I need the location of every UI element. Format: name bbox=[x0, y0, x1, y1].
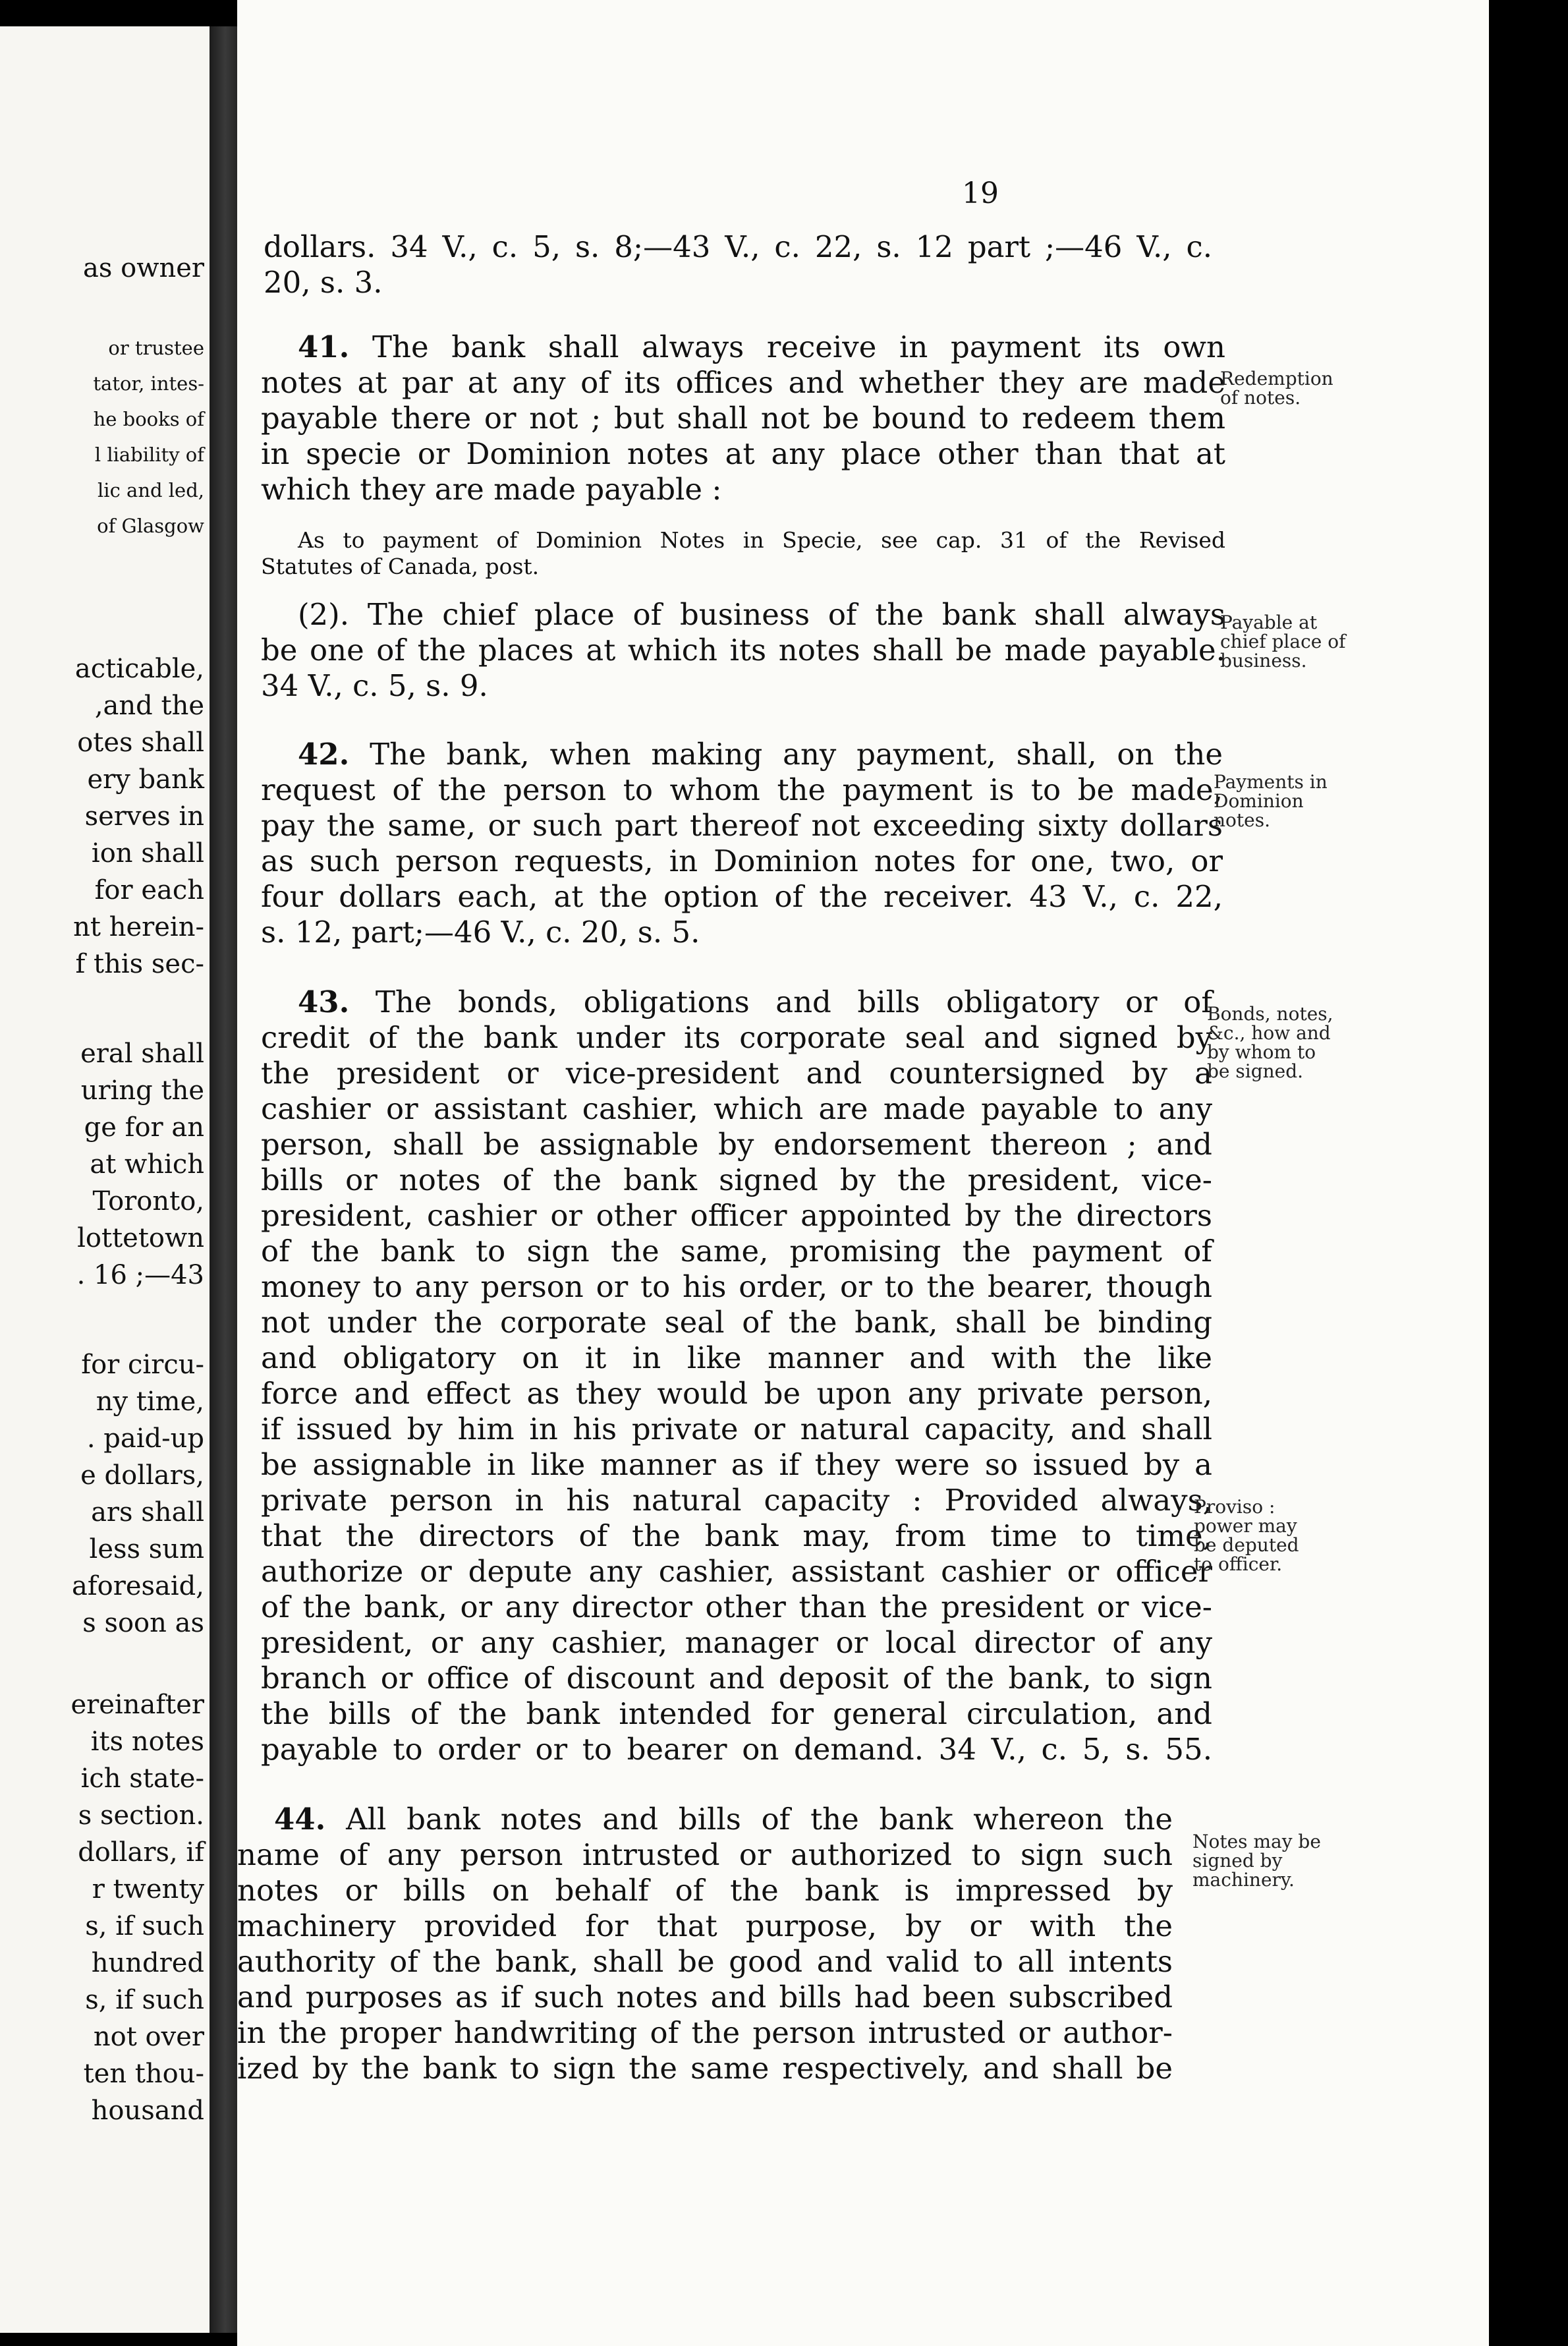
margin-note-line: Bonds, notes, bbox=[1207, 1003, 1333, 1025]
section-number: 41. bbox=[298, 329, 350, 364]
margin-note-line: notes. bbox=[1214, 809, 1270, 831]
text-line: dollars. 34 V., c. 5, s. 8;—43 V., c. 22, s. 12 part ;—46 V., c. bbox=[264, 229, 1212, 264]
note-line: Statutes of Canada, post. bbox=[261, 554, 540, 579]
margin-note-line: &c., how and bbox=[1207, 1022, 1331, 1044]
left-line: l liability of bbox=[94, 443, 204, 466]
left-line: as owner bbox=[83, 253, 204, 283]
text-line: request of the person to whom the payment is to be made, bbox=[261, 772, 1223, 807]
left-line: acticable, bbox=[74, 654, 204, 684]
margin-note-payments bbox=[1214, 772, 1328, 830]
text-line: president, or any cashier, manager or local director of any bbox=[261, 1625, 1212, 1660]
text-line: which they are made payable : bbox=[261, 472, 722, 507]
margin-note-line: Notes may be bbox=[1192, 1831, 1321, 1852]
text-line: as such person requests, in Dominion notes for one, two, or bbox=[261, 844, 1223, 878]
left-line: ge for an bbox=[84, 1112, 204, 1143]
text-line: machinery provided for that purpose, by or with the bbox=[237, 1908, 1173, 1943]
margin-note-line: machinery. bbox=[1192, 1869, 1295, 1891]
section-42 bbox=[261, 737, 1223, 950]
text-line: notes at par at any of its offices and whether they are made bbox=[261, 365, 1225, 400]
text-line: 20, s. 3. bbox=[264, 265, 383, 300]
left-line: ny time, bbox=[96, 1387, 204, 1417]
margin-note-line: power may bbox=[1194, 1515, 1297, 1537]
text-line: cashier or assistant cashier, which are made payable to any bbox=[261, 1091, 1212, 1126]
section-41 bbox=[261, 329, 1225, 507]
margin-note-machinery bbox=[1192, 1832, 1321, 1889]
margin-note-line: Payable at bbox=[1220, 612, 1318, 633]
left-line: f this sec- bbox=[75, 949, 204, 979]
text-line: s. 12, part;—46 V., c. 20, s. 5. bbox=[261, 915, 700, 950]
page-number: 19 bbox=[962, 177, 999, 210]
text-line: authorize or depute any cashier, assistant cashier or officer bbox=[261, 1554, 1212, 1589]
left-line: ery bank bbox=[87, 764, 204, 795]
section-number: 42. bbox=[298, 737, 350, 772]
margin-note-line: Redemption bbox=[1220, 368, 1333, 389]
left-line: Toronto, bbox=[92, 1186, 204, 1216]
text-span: All bank notes and bills of the bank whereon the bbox=[346, 1802, 1173, 1837]
text-line: and purposes as if such notes and bills had been subscribed bbox=[237, 1980, 1173, 2015]
left-line: for each bbox=[94, 875, 204, 905]
text-line: (2). The chief place of business of the bank shall always bbox=[298, 597, 1225, 632]
margin-note-line: chief place of bbox=[1220, 631, 1346, 652]
left-line: hundred bbox=[91, 1948, 204, 1978]
margin-note-line: by whom to bbox=[1207, 1041, 1316, 1063]
text-line: the bills of the bank intended for general circulation, and bbox=[261, 1696, 1212, 1731]
margin-note-line: signed by bbox=[1192, 1850, 1283, 1872]
left-line: serves in bbox=[84, 801, 204, 832]
left-line: r twenty bbox=[92, 1874, 204, 1904]
margin-note-line: Payments in bbox=[1214, 771, 1328, 793]
left-line: nt herein- bbox=[73, 912, 204, 942]
text-line bbox=[261, 329, 1225, 365]
scan-background-edge bbox=[1489, 0, 1568, 2346]
left-line: at which bbox=[90, 1149, 204, 1180]
text-line: ized by the bank to sign the same respectively, and shall be bbox=[237, 2051, 1173, 2086]
left-line: s, if such bbox=[85, 1911, 204, 1941]
text-line: authority of the bank, shall be good and valid to all intents bbox=[237, 1944, 1173, 1979]
left-line: s, if such bbox=[85, 1985, 204, 2015]
text-line: pay the same, or such part thereof not exceeding sixty dollars bbox=[261, 808, 1223, 843]
text-line: bills or notes of the bank signed by the president, vice- bbox=[261, 1162, 1212, 1197]
left-line: or trustee bbox=[108, 337, 204, 359]
left-line: eral shall bbox=[80, 1039, 204, 1069]
text-line: president, cashier or other officer appointed by the directors bbox=[261, 1198, 1212, 1233]
margin-note-line: be signed. bbox=[1207, 1060, 1304, 1082]
left-line: its notes bbox=[90, 1727, 204, 1757]
left-line: not over bbox=[93, 2022, 204, 2052]
text-line: if issued by him in his private or natural capacity, and shall bbox=[261, 1412, 1212, 1446]
section-44 bbox=[237, 1802, 1173, 2086]
text-line bbox=[237, 1802, 1173, 1837]
left-line: lic and led, bbox=[98, 479, 204, 501]
text-line: notes or bills on behalf of the bank is impressed by bbox=[237, 1873, 1173, 1908]
text-line: that the directors of the bank may, from time to time, bbox=[261, 1518, 1212, 1553]
section-43 bbox=[261, 985, 1212, 1767]
text-span: The bank shall always receive in payment its own bbox=[372, 329, 1225, 364]
left-line: of Glasgow bbox=[97, 515, 204, 537]
left-line: aforesaid, bbox=[71, 1571, 204, 1601]
text-line: and obligatory on it in like manner and with the like bbox=[261, 1340, 1212, 1375]
text-line: money to any person or to his order, or to the bearer, though bbox=[261, 1269, 1212, 1304]
text-line bbox=[261, 737, 1223, 772]
text-line: name of any person intrusted or authorized to sign such bbox=[237, 1837, 1173, 1872]
text-line: private person in his natural capacity : Provided always, bbox=[261, 1483, 1212, 1518]
margin-note-line: Dominion bbox=[1214, 790, 1304, 812]
text-line: the president or vice-president and countersigned by a bbox=[261, 1056, 1212, 1091]
continuation-paragraph bbox=[264, 229, 1212, 300]
left-line: ion shall bbox=[91, 838, 204, 869]
section-number: 44. bbox=[274, 1802, 326, 1837]
margin-note-bonds bbox=[1207, 1004, 1333, 1081]
text-line: of the bank, or any director other than the president or vice- bbox=[261, 1589, 1212, 1624]
left-line: dollars, if bbox=[78, 1837, 204, 1868]
text-line: of the bank to sign the same, promising the payment of bbox=[261, 1234, 1212, 1269]
left-line: tator, intes- bbox=[93, 372, 204, 395]
margin-note-line: business. bbox=[1220, 650, 1307, 672]
left-line: ten thou- bbox=[83, 2059, 204, 2089]
text-line: payable to order or to bearer on demand. 34 V., c. 5, s. 55. bbox=[261, 1732, 1212, 1767]
text-span: The bank, when making any payment, shall, on the bbox=[370, 737, 1223, 772]
left-line: s section. bbox=[78, 1800, 204, 1831]
text-line: be assignable in like manner as if they were so issued by a bbox=[261, 1447, 1212, 1482]
left-line: . paid-up bbox=[86, 1423, 204, 1454]
left-line: for circu- bbox=[81, 1350, 204, 1380]
text-line: in the proper handwriting of the person intrusted or author- bbox=[237, 2015, 1173, 2050]
left-line: e dollars, bbox=[80, 1460, 204, 1491]
left-line: ereinafter bbox=[70, 1690, 204, 1720]
margin-note-line: Proviso : bbox=[1194, 1496, 1275, 1518]
left-line: housand bbox=[91, 2096, 204, 2126]
left-line: lottetown bbox=[77, 1223, 204, 1253]
text-line: not under the corporate seal of the bank, shall be binding bbox=[261, 1305, 1212, 1340]
text-line: force and effect as they would be upon any private person, bbox=[261, 1376, 1212, 1411]
text-line bbox=[261, 985, 1212, 1020]
margin-note-line: be deputed bbox=[1194, 1534, 1299, 1556]
text-line: four dollars each, at the option of the receiver. 43 V., c. 22, bbox=[261, 879, 1223, 914]
left-line: ich state- bbox=[80, 1763, 204, 1794]
text-line: branch or office of discount and deposit of the bank, to sign bbox=[261, 1661, 1212, 1696]
left-line: s soon as bbox=[82, 1608, 204, 1638]
text-line: be one of the places at which its notes shall be made payable. bbox=[261, 633, 1225, 668]
text-line: credit of the bank under its corporate seal and signed by bbox=[261, 1020, 1212, 1055]
section-41-note bbox=[261, 527, 1225, 580]
text-line: 34 V., c. 5, s. 9. bbox=[261, 668, 488, 703]
section-number: 43. bbox=[298, 985, 350, 1019]
left-line: . 16 ;—43 bbox=[76, 1260, 204, 1290]
text-line: person, shall be assignable by endorsement thereon ; and bbox=[261, 1127, 1212, 1162]
note-line: As to payment of Dominion Notes in Specie, see cap. 31 of the Revised bbox=[298, 527, 1225, 553]
left-line: he books of bbox=[93, 408, 204, 430]
margin-note-chief-place bbox=[1220, 613, 1345, 670]
text-line: payable there or not ; but shall not be bound to redeem them bbox=[261, 401, 1225, 436]
margin-note-proviso bbox=[1194, 1497, 1299, 1574]
text-span: The bonds, obligations and bills obligatory or of bbox=[375, 985, 1212, 1019]
page-19 bbox=[237, 0, 1489, 2346]
section-41-subsection-2 bbox=[261, 597, 1225, 704]
left-line: less sum bbox=[89, 1534, 204, 1564]
margin-note-line: of notes. bbox=[1220, 387, 1301, 409]
margin-note-redemption bbox=[1220, 369, 1333, 407]
left-line: otes shall bbox=[77, 728, 204, 758]
left-line: ars shall bbox=[91, 1497, 204, 1528]
text-line: in specie or Dominion notes at any place other than that at bbox=[261, 436, 1225, 471]
left-line: uring the bbox=[80, 1075, 204, 1106]
margin-note-line: to officer. bbox=[1194, 1553, 1283, 1575]
left-page-fragment bbox=[0, 26, 210, 2333]
left-line: ,and the bbox=[94, 691, 204, 721]
